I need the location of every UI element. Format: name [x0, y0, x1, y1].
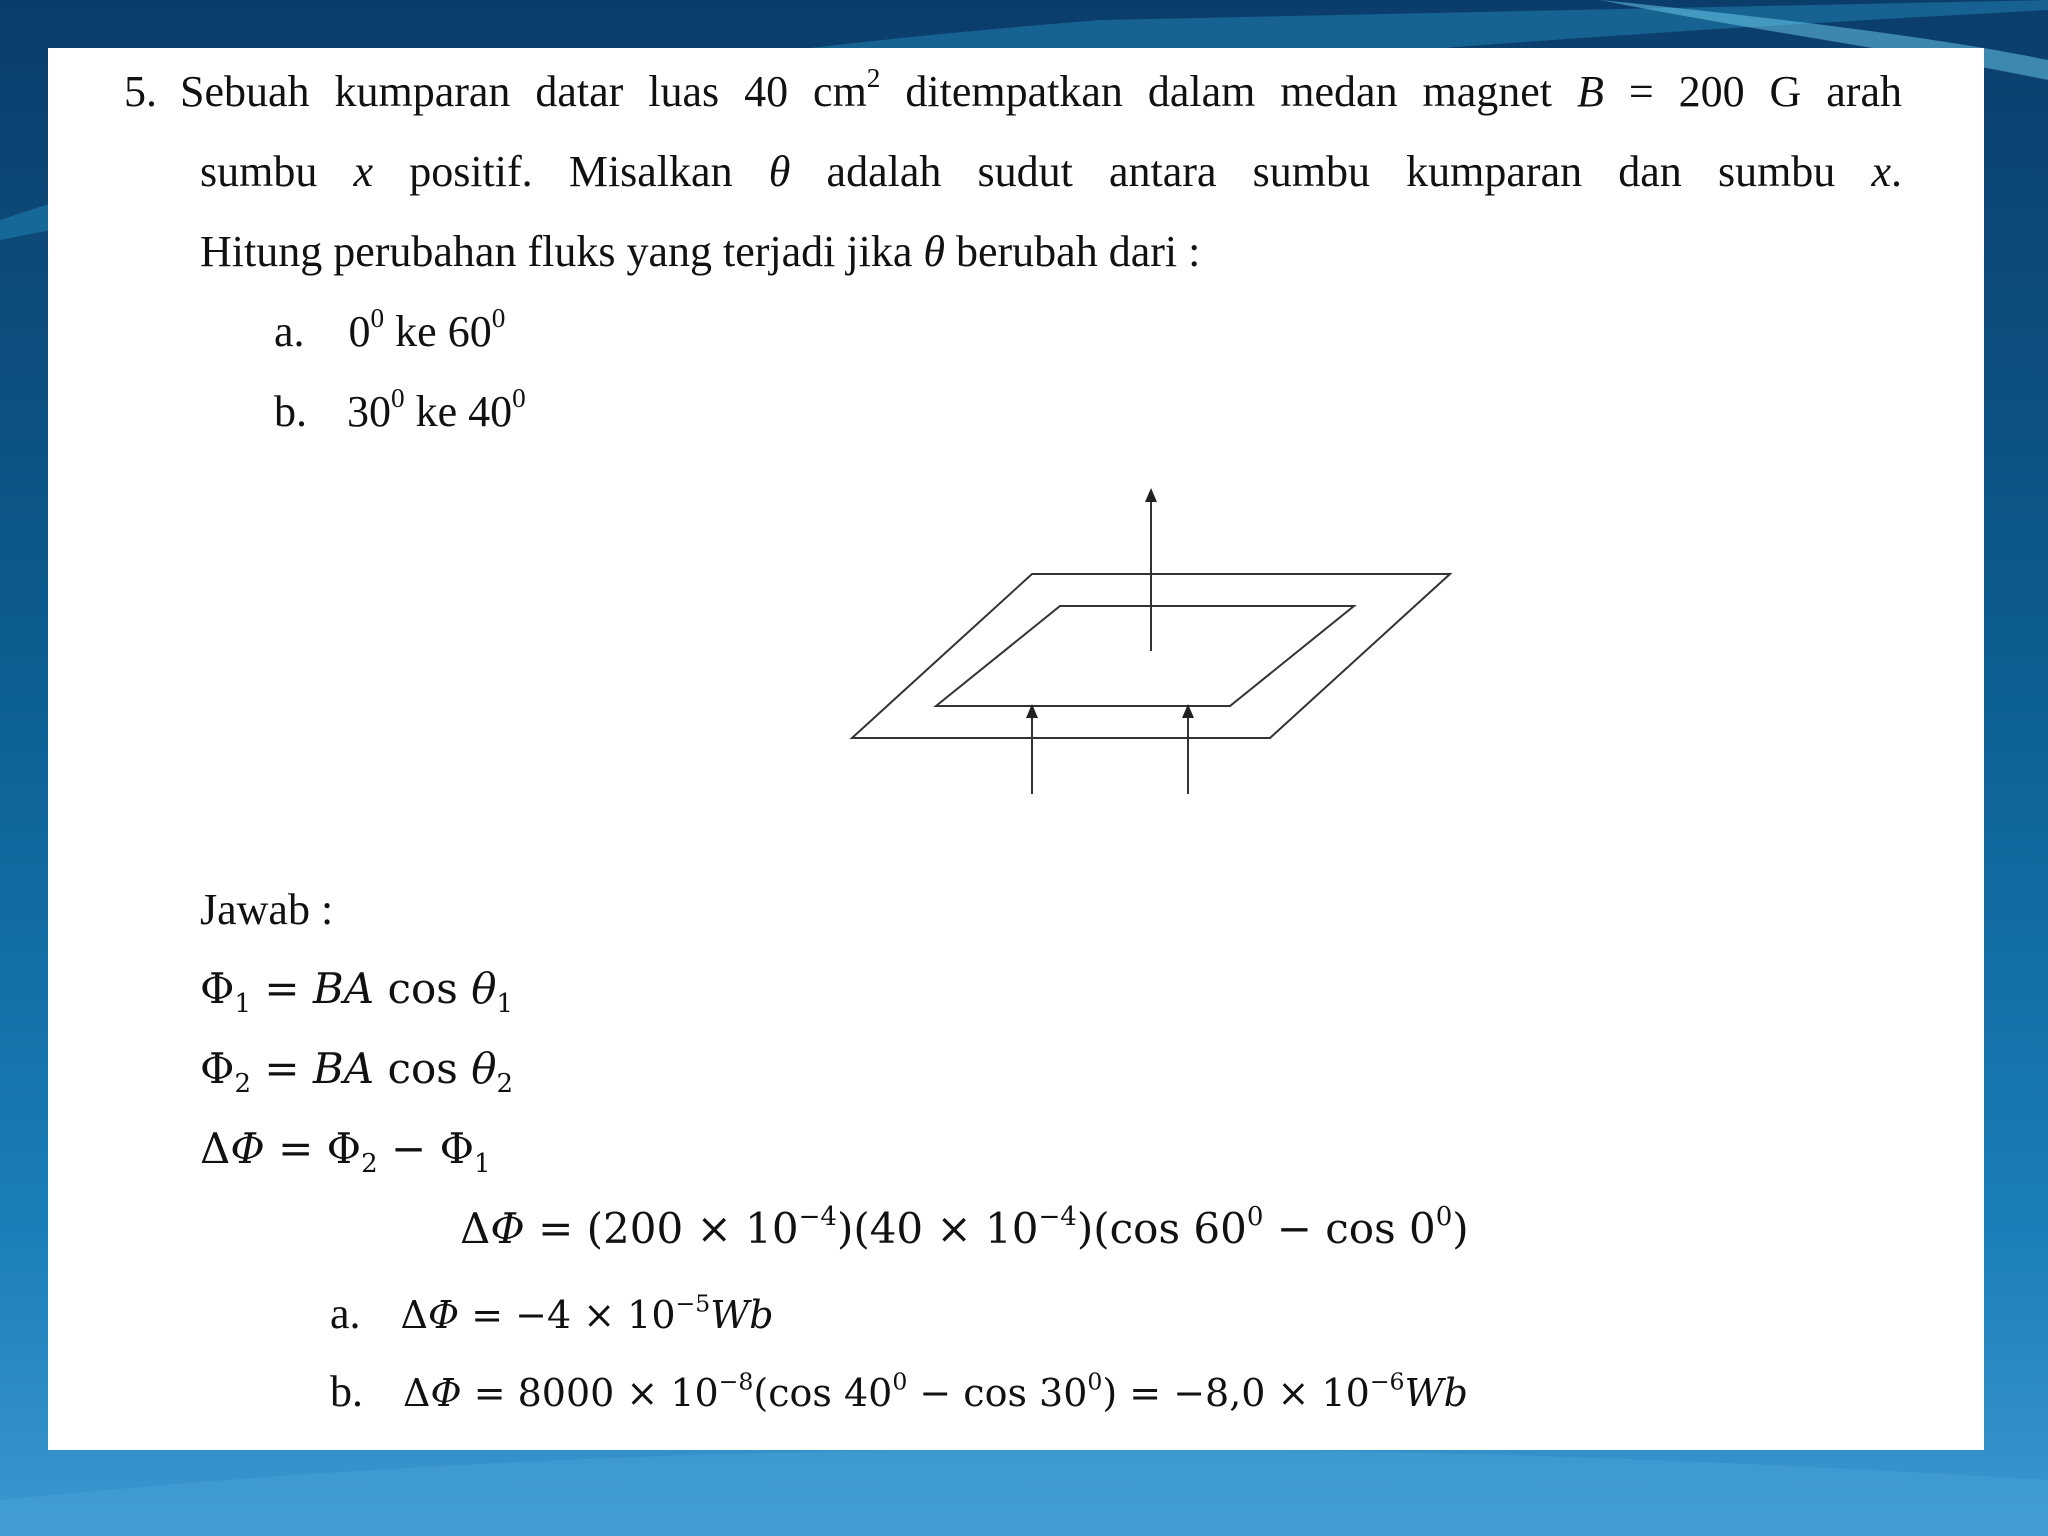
result-b: b. $\Delta\Phi = 8000 \times 10^{-8}(\cos$ $40^0 - \cos 30^0) = -8,0 \times 10^{-6}Wb$ — [330, 1367, 1468, 1416]
equation-flux-1: $\Phi_1$ = BA $\cos \theta_1$ — [200, 964, 514, 1020]
answer-heading: Jawab : — [200, 885, 334, 934]
problem-line-3: Hitung perubahan fluks yang terjadi jika θ berubah dari : — [200, 227, 1201, 276]
result-b-label: b. — [330, 1367, 363, 1416]
problem-line-1: Sebuah kumparan datar luas 40 $cm^2$ ditempatkan dalam medan magnet B = 200 G arah — [180, 62, 1902, 116]
option-b: b. $30^0$ ke $40^0$ — [274, 382, 526, 436]
problem-line-2: sumbu x positif. Misalkan θ adalah sudut antara sumbu kumparan dan sumbu x. — [200, 147, 1902, 196]
equation-delta-flux-expanded: $\Delta\Phi = (200 \times 10^{-4})(40 \times 10^{-4})(\cos$ $60^0 - \cos 0^0$) — [460, 1201, 1469, 1253]
equation-delta-flux: $\Delta\Phi = \Phi_2 - \Phi_1$ — [200, 1124, 491, 1180]
option-a-label: a. — [274, 307, 305, 356]
result-a-label: a. — [330, 1289, 361, 1338]
equation-flux-2: $\Phi_2$ = BA $\cos \theta_2$ — [200, 1044, 514, 1100]
problem-number: 5. — [124, 67, 157, 116]
option-a: a. $0^0$ ke $60^0$ — [274, 302, 506, 356]
result-a: a. $\Delta\Phi = -4 \times 10^{-5}Wb$ — [330, 1289, 774, 1338]
field-arrow-up-head — [1145, 488, 1157, 502]
coil-inner-frame — [936, 606, 1354, 706]
slide-page — [48, 48, 1984, 1450]
option-b-label: b. — [274, 387, 307, 436]
